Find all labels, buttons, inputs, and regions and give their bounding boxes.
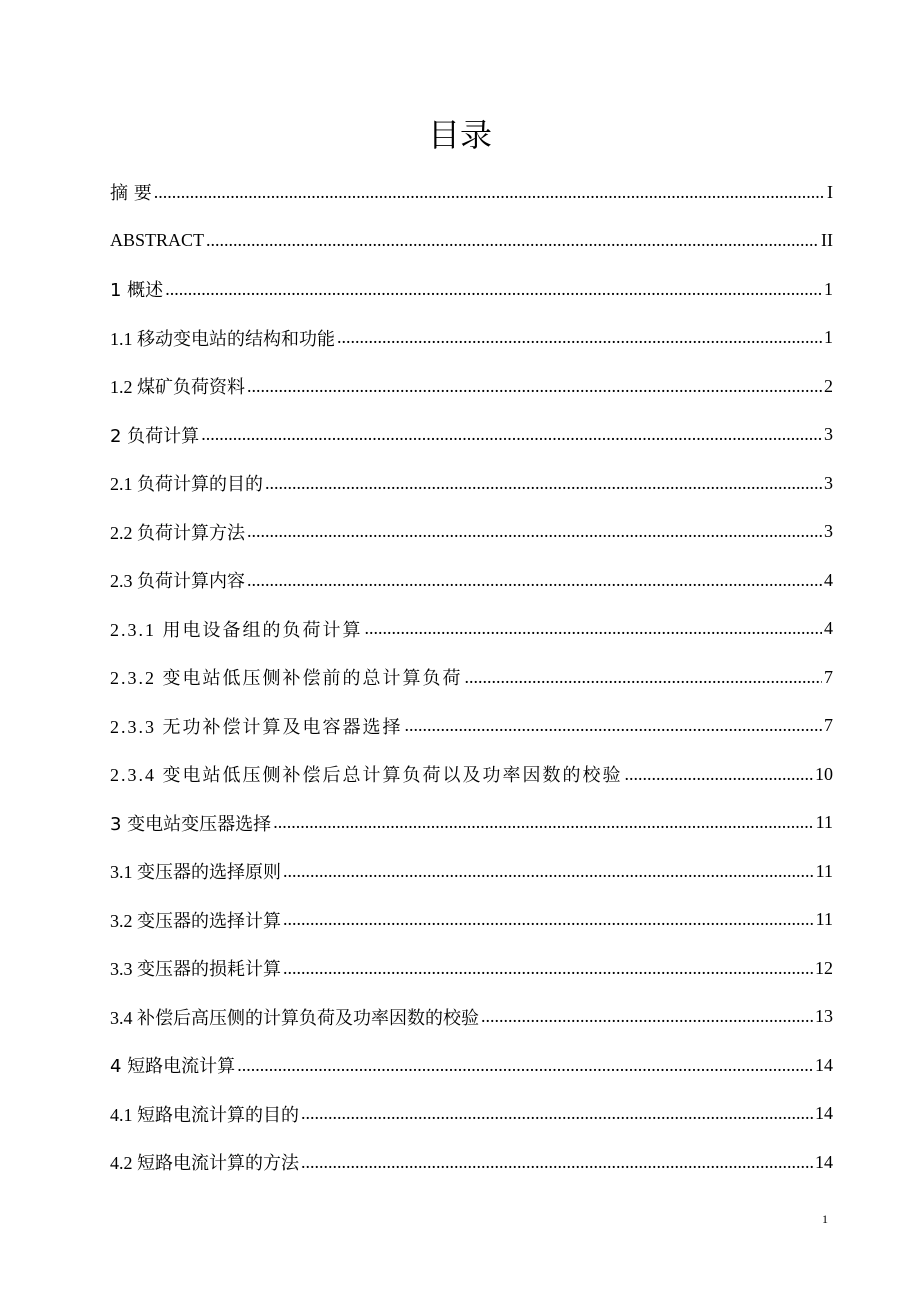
- toc-entry[interactable]: [110, 459, 833, 508]
- toc-entry-label: 4.1 短路电流计算的目的: [110, 1104, 299, 1125]
- toc-dot-leader: [283, 909, 814, 930]
- toc-entry-label: 4 短路电流计算: [110, 1056, 236, 1078]
- toc-entry-page-number: 11: [815, 812, 833, 833]
- toc-entry-page-number: 11: [815, 909, 833, 930]
- toc-entry-page-number: 7: [824, 666, 833, 687]
- toc-entry-label: 3.3 变压器的损耗计算: [110, 959, 281, 980]
- toc-entry-page-number: 10: [815, 763, 833, 784]
- toc-entry[interactable]: [110, 508, 833, 557]
- toc-entry-label: 2.3.4 变电站低压侧补偿后总计算负荷以及功率因数的校验: [110, 765, 623, 786]
- toc-entry[interactable]: [110, 944, 833, 993]
- toc-entry-label: 4.2 短路电流计算的方法: [110, 1153, 299, 1174]
- toc-entry[interactable]: [110, 799, 833, 848]
- toc-entry-page-number: 3: [824, 472, 833, 493]
- toc-dot-leader: [365, 618, 823, 639]
- toc-dot-leader: [301, 1103, 813, 1124]
- toc-entry-page-number: 1: [824, 327, 833, 348]
- toc-entry[interactable]: [110, 1090, 833, 1139]
- toc-entry-label: 摘 要: [110, 183, 152, 205]
- toc-dot-leader: [273, 812, 813, 833]
- toc-entry[interactable]: [110, 605, 833, 654]
- toc-dot-leader: [405, 715, 823, 736]
- toc-dot-leader: [265, 473, 822, 494]
- toc-entry[interactable]: [110, 362, 833, 411]
- toc-entry-label: 2.3.2 变电站低压侧补偿前的总计算负荷: [110, 668, 463, 689]
- toc-entry-page-number: 12: [815, 957, 833, 978]
- toc-entry-page-number: I: [827, 181, 833, 202]
- toc-entry[interactable]: [110, 896, 833, 945]
- toc-dot-leader: [154, 182, 825, 203]
- toc-entry-label: 1 概述: [110, 280, 164, 302]
- toc-entry-label: 2.2 负荷计算方法: [110, 522, 245, 543]
- toc-entry-page-number: 3: [824, 521, 833, 542]
- toc-dot-leader: [201, 424, 822, 445]
- toc-entry-label: 2 负荷计算: [110, 425, 200, 447]
- toc-entry-page-number: 14: [815, 1151, 833, 1172]
- toc-entry[interactable]: [110, 265, 833, 314]
- toc-entry-page-number: II: [821, 230, 833, 251]
- toc-entry-page-number: 13: [815, 1006, 833, 1027]
- toc-dot-leader: [206, 230, 819, 251]
- toc-dot-leader: [165, 279, 822, 300]
- toc-entry-page-number: 14: [815, 1054, 833, 1075]
- toc-dot-leader: [283, 861, 814, 882]
- toc-entry-label: 3.4 补偿后高压侧的计算负荷及功率因数的校验: [110, 1007, 479, 1028]
- toc-dot-leader: [625, 764, 814, 785]
- toc-entry[interactable]: [110, 217, 833, 266]
- toc-entry[interactable]: [110, 1041, 833, 1090]
- toc-entry-label: 3 变电站变压器选择: [110, 813, 272, 835]
- page-number: 1: [822, 1212, 828, 1226]
- toc-entry-label: 2.1 负荷计算的目的: [110, 474, 263, 495]
- toc-entry-page-number: 4: [824, 569, 833, 590]
- toc-entry[interactable]: [110, 653, 833, 702]
- toc-entry-label: 2.3.1 用电设备组的负荷计算: [110, 619, 363, 640]
- toc-dot-leader: [481, 1006, 813, 1027]
- toc-dot-leader: [283, 958, 813, 979]
- toc-entry-page-number: 7: [824, 715, 833, 736]
- toc-entry[interactable]: [110, 556, 833, 605]
- toc-entry[interactable]: [110, 702, 833, 751]
- toc-entry-label: 2.3 负荷计算内容: [110, 571, 245, 592]
- toc-entry-page-number: 11: [815, 860, 833, 881]
- toc-dot-leader: [337, 327, 822, 348]
- toc-entry-page-number: 3: [824, 424, 833, 445]
- toc-entry[interactable]: [110, 314, 833, 363]
- toc-entry[interactable]: [110, 168, 833, 217]
- toc-entry-page-number: 2: [824, 375, 833, 396]
- toc-entry-label: 2.3.3 无功补偿计算及电容器选择: [110, 716, 403, 737]
- toc-entry-label: 3.1 变压器的选择原则: [110, 862, 281, 883]
- toc-entry-label: 3.2 变压器的选择计算: [110, 910, 281, 931]
- page-title: 目录: [427, 116, 492, 154]
- toc-entry[interactable]: [110, 1138, 833, 1187]
- toc-entry[interactable]: [110, 750, 833, 799]
- toc-dot-leader: [247, 521, 822, 542]
- toc-entry[interactable]: [110, 411, 833, 460]
- toc-entry-page-number: 14: [815, 1103, 833, 1124]
- toc-dot-leader: [247, 376, 822, 397]
- toc-entry[interactable]: [110, 993, 833, 1042]
- toc-entry-label: ABSTRACT: [110, 230, 205, 251]
- toc-dot-leader: [237, 1055, 813, 1076]
- table-of-contents: [110, 168, 833, 1187]
- toc-entry-page-number: 1: [824, 278, 833, 299]
- toc-entry-label: 1.2 煤矿负荷资料: [110, 377, 245, 398]
- toc-dot-leader: [301, 1152, 813, 1173]
- toc-entry[interactable]: [110, 847, 833, 896]
- toc-dot-leader: [247, 570, 822, 591]
- toc-dot-leader: [465, 667, 823, 688]
- toc-entry-page-number: 4: [824, 618, 833, 639]
- toc-entry-label: 1.1 移动变电站的结构和功能: [110, 328, 335, 349]
